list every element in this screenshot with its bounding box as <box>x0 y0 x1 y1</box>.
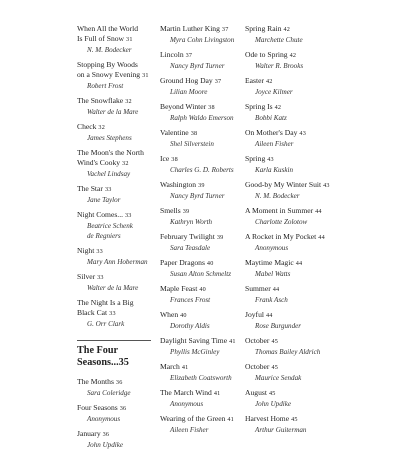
page-number: 40 <box>180 312 187 319</box>
poem-title: Ice <box>160 154 170 163</box>
poem-title-line <box>77 122 155 133</box>
poem-title-line <box>160 102 245 113</box>
poem-author: Robert Frost <box>87 82 124 90</box>
poem-title-line <box>245 180 330 191</box>
toc-entry <box>245 336 330 357</box>
toc-entry <box>77 246 155 267</box>
poem-title: Beyond Winter <box>160 102 207 111</box>
poem-author: Walter de la Mare <box>87 284 139 292</box>
poem-title-line <box>160 50 245 61</box>
page-number: 41 <box>213 390 221 397</box>
poem-author: Myra Cohn Livingston <box>170 36 235 44</box>
poem-author: G. Orr Clark <box>87 320 125 328</box>
toc-entry <box>160 414 245 435</box>
poem-title: March <box>160 362 180 371</box>
poem-author: Susan Alton Schmeltz <box>170 270 231 278</box>
poem-title-line <box>245 154 330 165</box>
poem-title: A Moment in Summer <box>245 206 314 215</box>
page-number: 32 <box>122 160 129 167</box>
poem-title-line <box>245 232 330 243</box>
page-number: 38 <box>208 104 215 111</box>
poem-title-line <box>245 102 330 113</box>
toc-column-3 <box>245 24 330 440</box>
page-number: 39 <box>216 234 224 241</box>
poem-title: When All the World <box>77 24 139 33</box>
page-number: 37 <box>214 78 222 85</box>
page-number: 41 <box>229 338 236 345</box>
toc-entry <box>245 284 330 305</box>
poem-title-line <box>245 258 330 269</box>
poem-title-line <box>245 414 330 425</box>
poem-title-line <box>245 336 330 347</box>
poem-title: Night Comes... <box>77 210 123 219</box>
poem-title-line <box>77 96 155 107</box>
poem-title: Spring Is <box>245 102 273 111</box>
toc-entry <box>245 180 330 201</box>
poem-author: Nancy Byrd Turner <box>170 192 225 200</box>
poem-author: John Updike <box>87 441 124 449</box>
toc-entry <box>245 362 330 383</box>
poem-title-continued: Is Full of Snow <box>77 34 125 43</box>
poem-author-continued: de Regniers <box>87 232 121 240</box>
toc-entry <box>245 154 330 175</box>
page-number: 33 <box>96 248 103 255</box>
page-number: 32 <box>125 98 132 105</box>
page-number: 44 <box>265 312 273 319</box>
section-heading-line-1: The Four <box>77 345 119 356</box>
poem-title-line <box>160 24 245 35</box>
poem-author: Sara Coleridge <box>87 389 131 397</box>
poem-title-continued: on a Snowy Evening <box>77 70 141 79</box>
toc-entry <box>160 128 245 149</box>
page-number: 45 <box>268 390 276 397</box>
poem-author: Jane Taylor <box>87 196 121 204</box>
poem-title-continued: Black Cat <box>77 308 108 317</box>
poem-title-line <box>245 128 330 139</box>
poem-title-line <box>245 388 330 399</box>
poem-author: Joyce Kilmer <box>255 88 293 96</box>
toc-entry <box>245 76 330 97</box>
toc-entry <box>245 388 330 409</box>
poem-title: The March Wind <box>160 388 212 397</box>
toc-entry <box>77 96 155 117</box>
poem-title: Joyful <box>245 310 264 319</box>
poem-author: Bobbi Katz <box>255 114 287 122</box>
page-number: 42 <box>289 52 297 59</box>
poem-title-line <box>160 362 245 373</box>
page-number: 33 <box>125 212 132 219</box>
poem-title-line <box>160 258 245 269</box>
poem-title-line <box>77 377 155 388</box>
poem-author: Aileen Fisher <box>170 426 209 434</box>
poem-author: Phyllis McGinley <box>170 348 220 356</box>
poem-title: Check <box>77 122 97 131</box>
poem-title-line <box>160 232 245 243</box>
poem-title: Daylight Saving Time <box>160 336 228 345</box>
toc-entry <box>77 403 155 424</box>
poem-title: Maytime Magic <box>245 258 294 267</box>
poem-title: August <box>245 388 267 397</box>
poem-title-line <box>160 414 245 425</box>
toc-column-1 <box>77 24 155 455</box>
poem-author: Lilian Moore <box>170 88 208 96</box>
poem-author: Elizabeth Coatsworth <box>170 374 232 382</box>
page-number: 39 <box>182 208 190 215</box>
poem-title: The Star <box>77 184 103 193</box>
toc-entry <box>160 76 245 97</box>
poem-title-line <box>77 246 155 257</box>
toc-entry <box>77 298 155 329</box>
toc-entry <box>77 148 155 179</box>
poem-title: Paper Dragons <box>160 258 205 267</box>
poem-author: Kathryn Worth <box>170 218 213 226</box>
poem-author: Mabel Watts <box>255 270 291 278</box>
poem-title-line <box>245 206 330 217</box>
poem-title-line-2 <box>77 158 155 169</box>
toc-entry <box>160 362 245 383</box>
poem-title: Silver <box>77 272 96 281</box>
toc-column-2 <box>160 24 245 440</box>
page-number: 41 <box>227 416 234 423</box>
poem-title: Martin Luther King <box>160 24 220 33</box>
poem-author: Anonymous <box>87 415 121 423</box>
poem-title: February Twilight <box>160 232 215 241</box>
poem-title-line <box>160 284 245 295</box>
poem-title: October <box>245 336 270 345</box>
poem-title: Maple Feast <box>160 284 198 293</box>
page-number: 36 <box>102 431 110 438</box>
poem-title: The Snowflake <box>77 96 124 105</box>
toc-entry <box>245 102 330 123</box>
poem-title-line <box>245 50 330 61</box>
page-number: 42 <box>283 26 291 33</box>
poem-title-line <box>245 362 330 373</box>
page-number: 31 <box>126 36 133 43</box>
poem-author: Thomas Bailey Aldrich <box>255 348 321 356</box>
poem-author: Mary Ann Hoberman <box>87 258 148 266</box>
toc-entry <box>160 258 245 279</box>
page-number: 44 <box>315 208 322 215</box>
poem-title: October <box>245 362 270 371</box>
poem-author: Ralph Waldo Emerson <box>170 114 234 122</box>
toc-entry <box>245 128 330 149</box>
poem-author: Anonymous <box>255 244 289 252</box>
toc-entry <box>245 50 330 71</box>
poem-title: Ground Hog Day <box>160 76 213 85</box>
toc-entry <box>160 388 245 409</box>
toc-entry <box>77 272 155 293</box>
page-number: 42 <box>274 104 282 111</box>
poem-author: Anonymous <box>170 400 204 408</box>
poem-title: The Night Is a Big <box>77 298 134 307</box>
page-number: 40 <box>206 260 214 267</box>
poem-title: The Months <box>77 377 114 386</box>
poem-title: Washington <box>160 180 197 189</box>
page-number: 42 <box>265 78 273 85</box>
toc-entry <box>245 206 330 227</box>
poem-author: Frank Asch <box>255 296 288 304</box>
poem-title: Four Seasons <box>77 403 118 412</box>
poem-author: Rose Burgunder <box>255 322 302 330</box>
poem-title-line-2 <box>77 308 155 319</box>
page-number: 45 <box>271 364 279 371</box>
toc-entry <box>160 180 245 201</box>
poem-title-line-2 <box>77 70 155 81</box>
page-number: 44 <box>318 234 325 241</box>
page-number: 43 <box>323 182 330 189</box>
toc-entry <box>77 24 155 55</box>
page-number: 38 <box>190 130 198 137</box>
toc-entry <box>77 377 155 398</box>
poem-title-line <box>160 310 245 321</box>
toc-entry <box>160 284 245 305</box>
poem-author: Arthur Guiterman <box>255 426 307 434</box>
poem-title: When <box>160 310 179 319</box>
poem-title: Harvest Home <box>245 414 290 423</box>
toc-entry <box>160 102 245 123</box>
toc-entry <box>160 336 245 357</box>
page-number: 36 <box>115 379 123 386</box>
poem-title: On Mother's Day <box>245 128 298 137</box>
toc-entry <box>245 232 330 253</box>
toc-entry <box>245 414 330 435</box>
poem-title-line <box>245 76 330 87</box>
poem-title-line <box>77 429 155 440</box>
poem-title: Wearing of the Green <box>160 414 226 423</box>
page-number: 33 <box>97 274 104 281</box>
poem-title: The Moon's the North <box>77 148 144 157</box>
poem-title: January <box>77 429 101 438</box>
poem-title: Ode to Spring <box>245 50 288 59</box>
poem-title: Spring <box>245 154 266 163</box>
poem-title-line <box>77 210 155 221</box>
poem-author: Charles G. D. Roberts <box>170 166 234 174</box>
toc-entry <box>77 60 155 91</box>
poem-author: Karla Kuskin <box>255 166 294 174</box>
poem-title-line <box>160 180 245 191</box>
section-divider <box>77 340 151 341</box>
poem-title: A Rocket in My Pocket <box>245 232 317 241</box>
poem-title-line <box>160 388 245 399</box>
toc-entry <box>160 154 245 175</box>
poem-author: N. M. Bodecker <box>255 192 300 200</box>
poem-author: Marchette Chute <box>255 36 303 44</box>
poem-title-line <box>160 154 245 165</box>
toc-entry <box>160 206 245 227</box>
page-number: 39 <box>198 182 205 189</box>
toc-entry <box>245 310 330 331</box>
poem-title: Summer <box>245 284 271 293</box>
poem-title-line <box>245 24 330 35</box>
page-number: 31 <box>142 72 149 79</box>
poem-author: Shel Silverstein <box>170 140 214 148</box>
page-number: 33 <box>104 186 112 193</box>
page-number: 44 <box>295 260 303 267</box>
toc-entry <box>245 24 330 45</box>
poem-author: Aileen Fisher <box>255 140 294 148</box>
poem-author: Charlotte Zolotow <box>255 218 308 226</box>
toc-entry <box>160 50 245 71</box>
page-number: 44 <box>272 286 280 293</box>
poem-author: Beatrice Schenk <box>87 222 133 230</box>
toc-entry <box>245 258 330 279</box>
page-number: 37 <box>185 52 193 59</box>
poem-title: Spring Rain <box>245 24 282 33</box>
poem-title: Smells <box>160 206 181 215</box>
poem-title-line <box>77 403 155 414</box>
poem-author: Vachel Lindsay <box>87 170 131 178</box>
toc-entry <box>160 24 245 45</box>
poem-author: Walter R. Brooks <box>255 62 304 70</box>
poem-title-line <box>160 128 245 139</box>
toc-entry <box>77 429 155 450</box>
poem-title-line <box>77 184 155 195</box>
poem-title-continued: Wind's Cooky <box>77 158 121 167</box>
poem-title-line <box>77 272 155 283</box>
poem-title: Night <box>77 246 95 255</box>
poem-title-line <box>160 206 245 217</box>
page-number: 45 <box>271 338 279 345</box>
poem-author: Sara Teasdale <box>170 244 211 252</box>
poem-title-line-2 <box>77 34 155 45</box>
page-number: 33 <box>109 310 116 317</box>
poem-author: John Updike <box>255 400 292 408</box>
toc-entry <box>77 210 155 241</box>
poem-author: Maurice Sendak <box>255 374 302 382</box>
poem-title-line <box>245 284 330 295</box>
poem-title: Good-by My Winter Suit <box>245 180 322 189</box>
section-heading-line-2: Seasons...35 <box>77 357 129 368</box>
toc-entry <box>77 122 155 143</box>
toc-entry <box>77 184 155 205</box>
poem-author: Nancy Byrd Turner <box>170 62 225 70</box>
page-number: 40 <box>199 286 206 293</box>
poem-title-line <box>160 336 245 347</box>
page-number: 36 <box>119 405 127 412</box>
poem-author: James Stephens <box>87 134 132 142</box>
poem-author: Walter de la Mare <box>87 108 139 116</box>
poem-author: Frances Frost <box>170 296 211 304</box>
page-number: 45 <box>291 416 298 423</box>
page-number: 32 <box>98 124 105 131</box>
poem-title: Lincoln <box>160 50 184 59</box>
poem-title-line <box>160 76 245 87</box>
toc-entry <box>160 310 245 331</box>
section-heading <box>77 345 155 369</box>
poem-title: Valentine <box>160 128 189 137</box>
poem-title: Easter <box>245 76 264 85</box>
page-number: 38 <box>171 156 178 163</box>
poem-author: Dorothy Aldis <box>170 322 210 330</box>
page-number: 43 <box>267 156 274 163</box>
page-number: 43 <box>299 130 307 137</box>
page-number: 37 <box>221 26 229 33</box>
poem-author: N. M. Bodecker <box>87 46 132 54</box>
poem-title: Stopping By Woods <box>77 60 138 69</box>
page-number: 41 <box>181 364 189 371</box>
toc-entry <box>160 232 245 253</box>
poem-title-line <box>245 310 330 321</box>
